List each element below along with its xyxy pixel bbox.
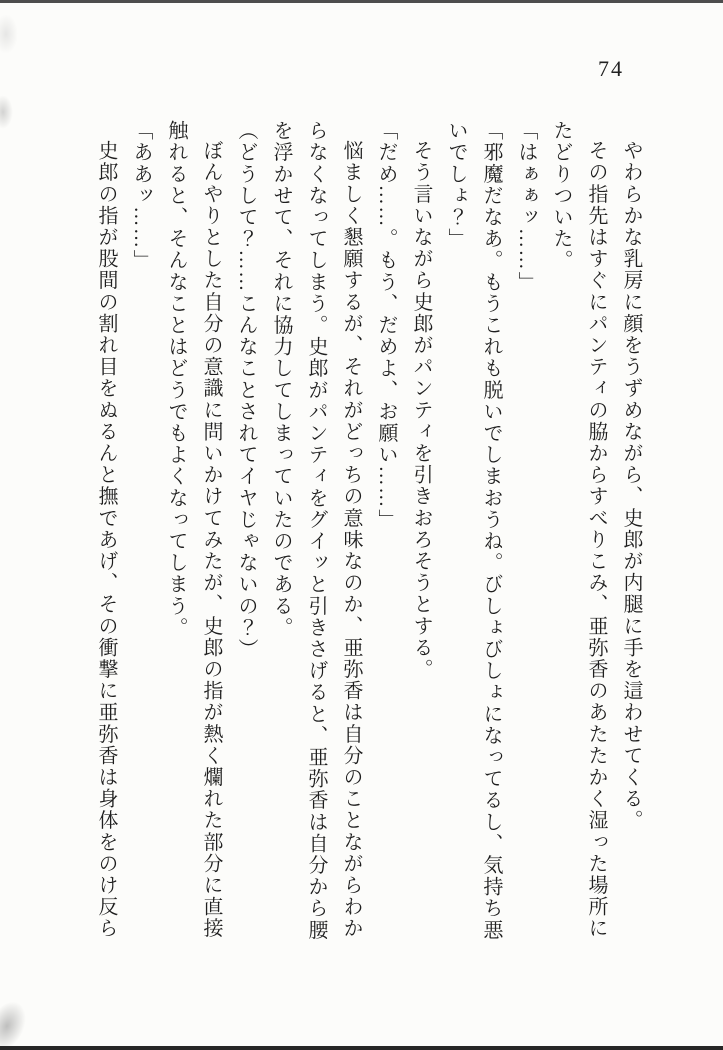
paragraph: 「はぁぁッ……」 bbox=[515, 120, 537, 293]
scan-smudge bbox=[0, 995, 33, 1050]
page-top-edge-line bbox=[0, 0, 723, 3]
paragraph: そう言いながら史郎がパンティを引きおろそうとする。 bbox=[410, 140, 432, 680]
paragraph: 「邪魔だなあ。もうこれも脱いでしまおうね。びしょびしょになってるし、気持ち悪いでしょ？」 bbox=[445, 120, 502, 941]
page-number: 74 bbox=[598, 56, 624, 81]
scan-smudge bbox=[0, 95, 13, 129]
paragraph: やわらかな乳房に顔をうずめながら、史郎が内腿に手を這わせてくる。 bbox=[620, 140, 642, 832]
scan-smudge bbox=[0, 14, 18, 54]
body-text bbox=[88, 120, 648, 944]
paragraph: ぼんやりとした自分の意識に問いかけてみたが、史郎の指が熱く爛れた部分に直接触れると、そんなことはどうでもよくなってしまう。 bbox=[165, 120, 222, 940]
paragraph: （どうして？……こんなことされてイヤじゃないの？） bbox=[235, 120, 257, 660]
paragraph: 「ああッ……」 bbox=[130, 120, 152, 272]
paragraph: 悩ましく懇願するが、それがどっちの意味なのか、亜弥香は自分のことながらわからなくなってしまう。史郎がパンティをグイッと引きさげると、亜弥香は自分から腰を浮かせて、それに協力してしまっていたのである。 bbox=[270, 120, 362, 941]
paragraph: 「だめ……。もう、だめよ、お願い……」 bbox=[375, 120, 397, 531]
page-bottom-edge-line bbox=[0, 1046, 723, 1050]
paragraph: 史郎の指が股間の割れ目をぬるんと撫であげ、その衝撃に亜弥香は身体をのけ反ら bbox=[95, 140, 117, 940]
paragraph: その指先はすぐにパンティの脇からすべりこみ、亜弥香のあたたかく湿った場所にたどりついた。 bbox=[550, 120, 607, 940]
